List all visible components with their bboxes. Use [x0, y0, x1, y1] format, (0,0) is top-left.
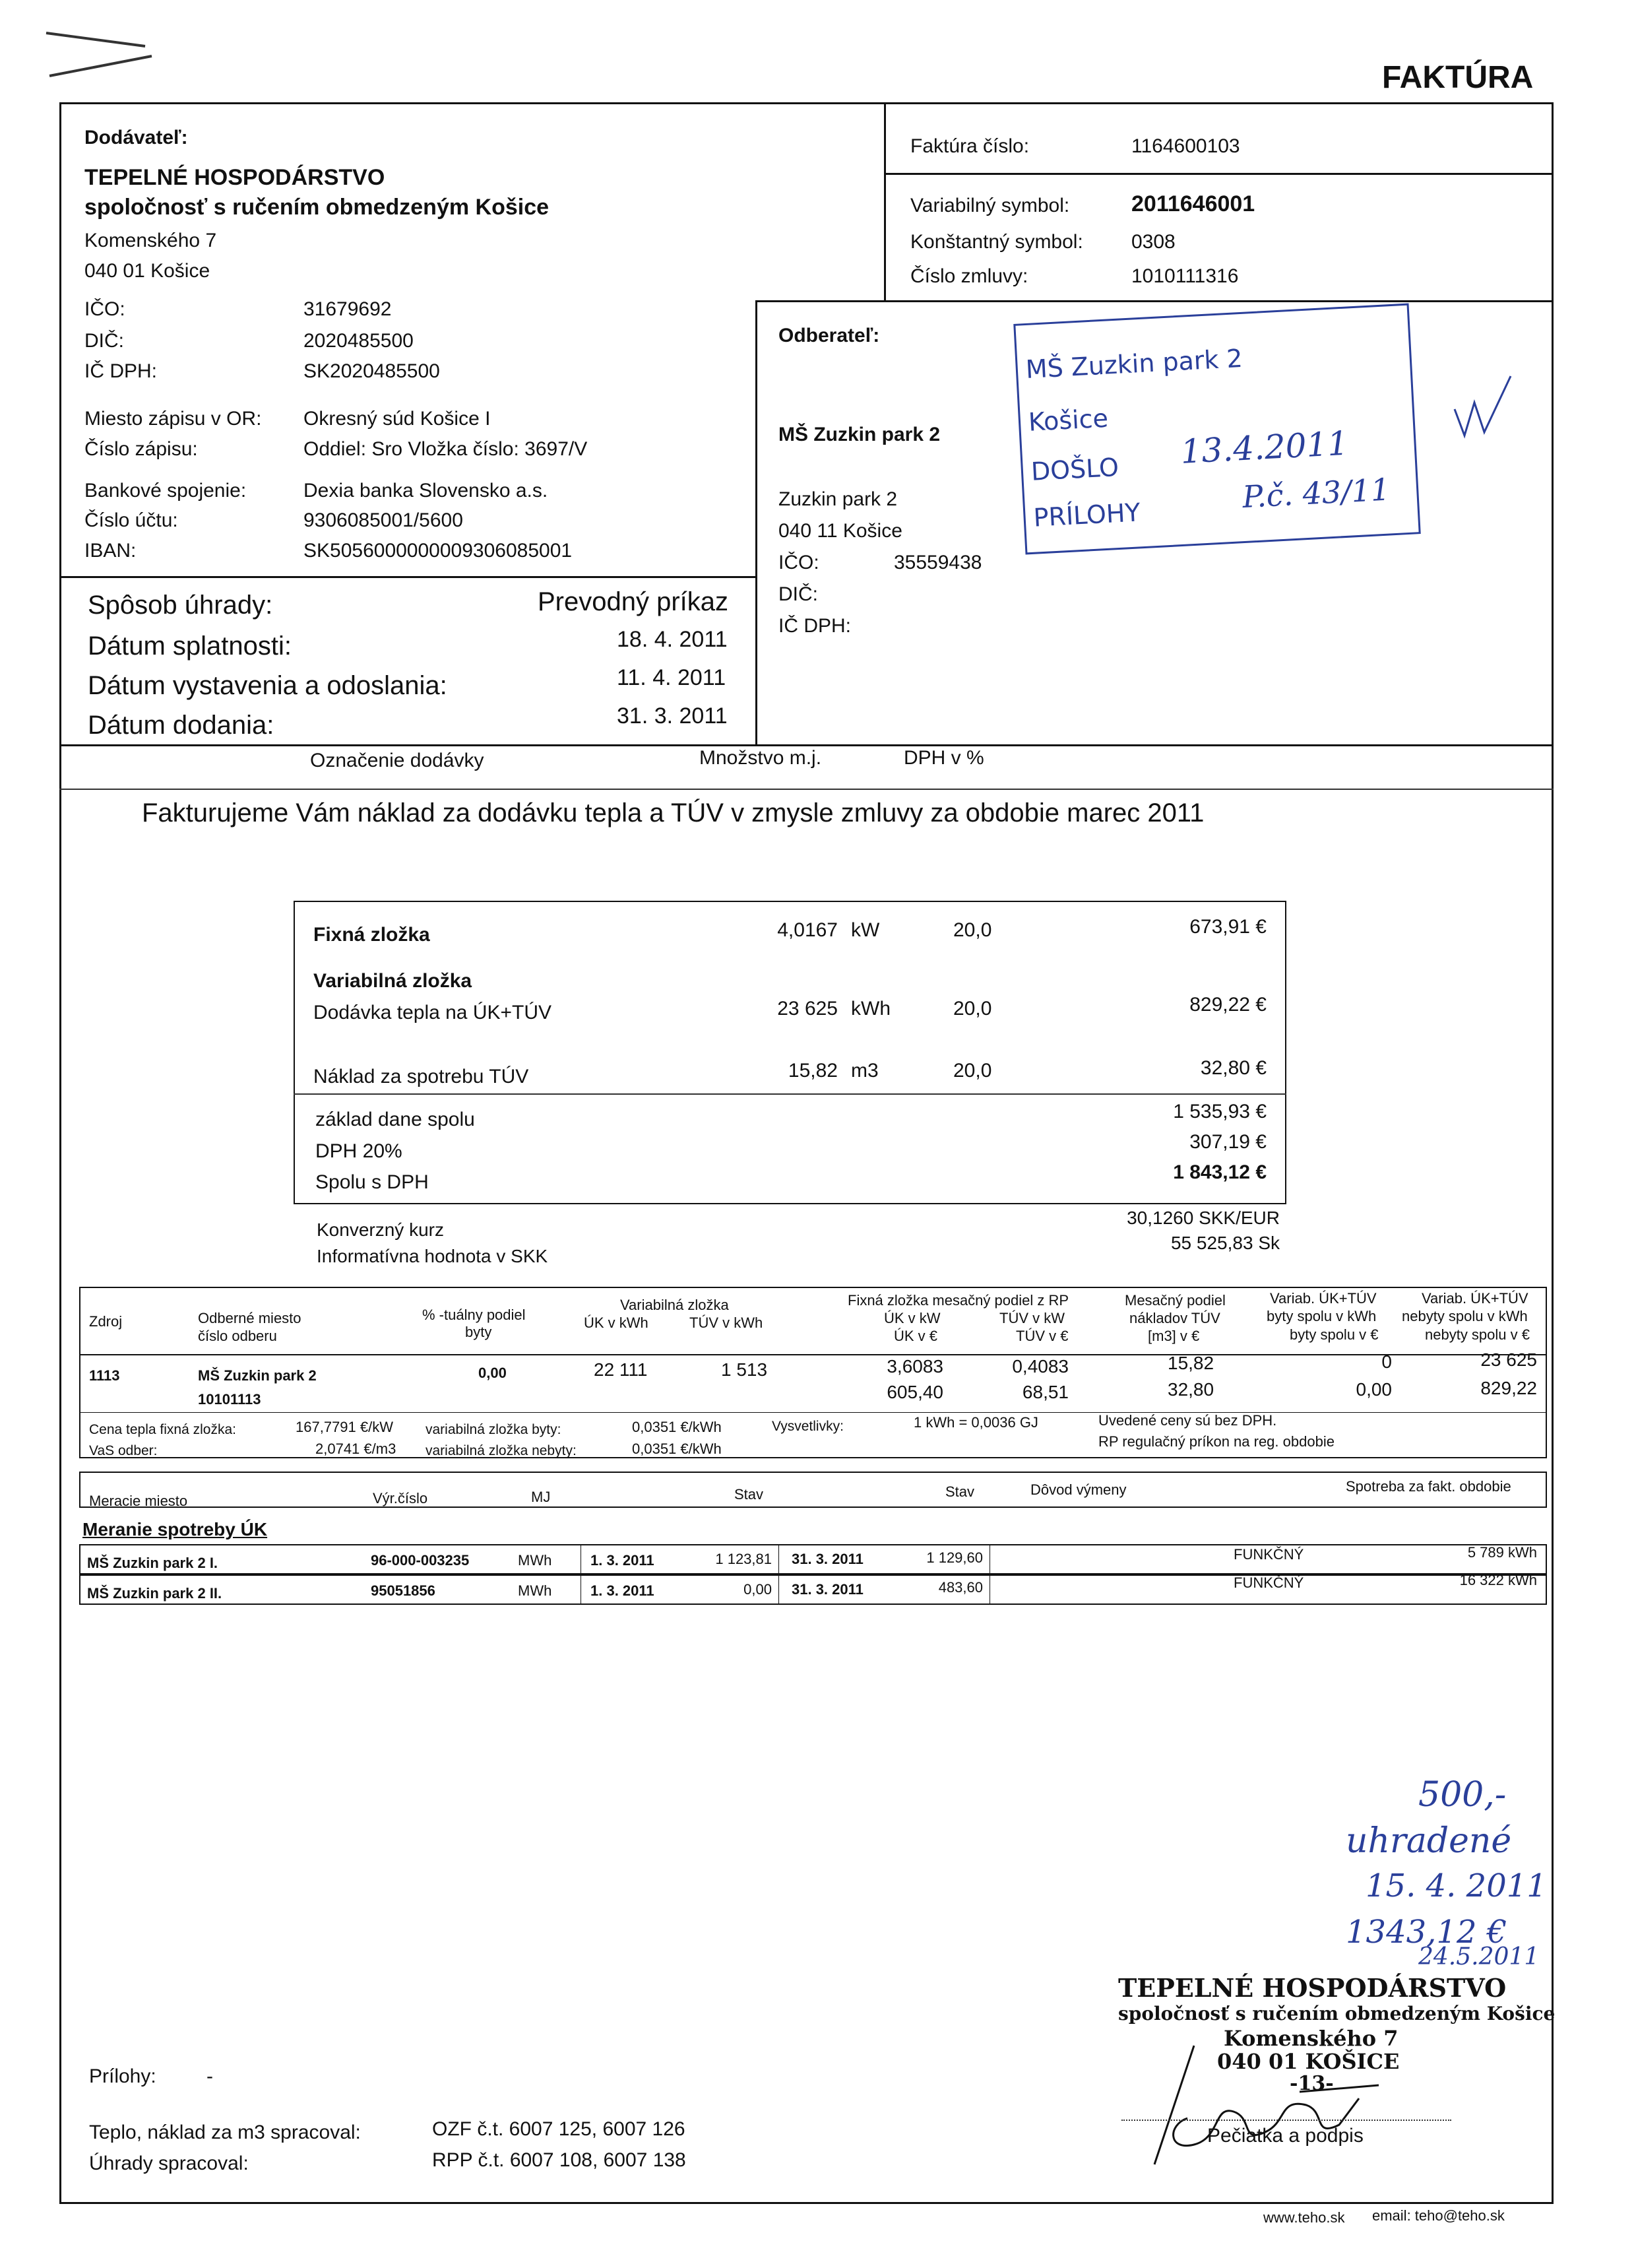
meters-section: Meranie spotreby ÚK [82, 1519, 268, 1539]
handwriting-4: 1343,12 € [1346, 1914, 1507, 1951]
meter-1-serial: 96-000-003235 [371, 1552, 470, 1569]
payment-method: Prevodný príkaz [538, 587, 729, 616]
skk: 55 525,83 Sk [1170, 1233, 1280, 1253]
col-vat: DPH v % [904, 747, 984, 769]
tick-mark [1448, 370, 1521, 449]
payment-method-label: Spôsob úhrady: [88, 591, 273, 620]
iban-label: IBAN: [84, 540, 137, 562]
detail-vn-kwh: 23 625 [1480, 1349, 1537, 1370]
price-fixed: 167,7791 €/kW [296, 1419, 393, 1435]
h-share-2: byty [465, 1324, 492, 1340]
meter-2-state-1: 0,00 [743, 1581, 772, 1598]
h-vb-2: byty spolu v kWh [1267, 1308, 1377, 1324]
detail-vn-eur: 829,22 [1480, 1378, 1537, 1398]
h-vn-1: Variab. ÚK+TÚV [1422, 1290, 1528, 1307]
var-symbol-label: Variabilný symbol: [910, 195, 1070, 216]
skk-label: Informatívna hodnota v SKK [317, 1246, 548, 1266]
h-var-uk: ÚK v kWh [584, 1314, 648, 1331]
detail-var-tuv: 1 513 [721, 1359, 768, 1380]
invoice-number-label: Faktúra číslo: [910, 135, 1030, 157]
heat-amount: 829,22 € [1189, 994, 1267, 1016]
const-symbol: 0308 [1131, 231, 1176, 253]
supplier-icdph-label: IČ DPH: [84, 360, 158, 382]
company-stamp-line-5: -13- [1290, 2072, 1334, 2095]
contract-label: Číslo zmluvy: [910, 265, 1028, 287]
handwriting-5: 24.5.2011 [1418, 1943, 1540, 1970]
price-vas-label: VaS odber: [89, 1443, 158, 1458]
price-note-1: Uvedené ceny sú bez DPH. [1098, 1412, 1277, 1429]
h-vn-3: nebyty spolu v € [1425, 1326, 1530, 1343]
vat-amount: 307,19 € [1189, 1131, 1267, 1153]
customer-street: Zuzkin park 2 [778, 488, 898, 510]
handwriting-1: 500,- [1418, 1775, 1507, 1815]
base-label: základ dane spolu [315, 1109, 475, 1130]
detail-fix-uk-eur: 605,40 [887, 1382, 943, 1402]
register-no-label: Číslo zápisu: [84, 438, 198, 460]
customer-ico-label: IČO: [778, 552, 819, 573]
m-h-serial: Výr.číslo [373, 1490, 428, 1507]
handwriting-3: 15. 4. 2011 [1366, 1867, 1547, 1904]
tuv-qty: 15,82 [788, 1060, 838, 1082]
stamp-line-3: DOŠLO [1030, 452, 1120, 486]
meter-1-place: MŠ Zuzkin park 2 I. [87, 1555, 218, 1571]
m-h-unit: MJ [531, 1489, 551, 1505]
supplier-dic: 2020485500 [303, 330, 414, 352]
price-var-flats-label: variabilná zložka byty: [425, 1422, 561, 1437]
h-vb-3: byty spolu v € [1290, 1326, 1379, 1343]
h-point-1: Odberné miesto [198, 1310, 301, 1326]
price-var-nonflats: 0,0351 €/kWh [632, 1441, 722, 1457]
h-var: Variabilná zložka [620, 1297, 729, 1313]
m-h-reason: Dôvod výmeny [1030, 1481, 1127, 1498]
customer-city: 040 11 Košice [778, 520, 902, 542]
h-month-3: [m3] v € [1148, 1328, 1200, 1344]
meter-1-consumption: 5 789 kWh [1467, 1544, 1537, 1561]
detail-share: 0,00 [478, 1365, 507, 1381]
m-h-consumption: Spotreba za fakt. obdobie [1346, 1478, 1511, 1495]
meter-2-unit: MWh [518, 1582, 552, 1599]
meter-2-consumption: 16 322 kWh [1459, 1572, 1537, 1588]
price-fixed-label: Cena tepla fixná zložka: [89, 1422, 236, 1437]
rate: 30,1260 SKK/EUR [1127, 1208, 1280, 1228]
h-var-tuv: TÚV v kWh [689, 1314, 763, 1331]
detail-point-no: 10101113 [198, 1391, 261, 1408]
h-fix-tuv-2: TÚV v € [1016, 1328, 1069, 1344]
invoice-number: 1164600103 [1131, 135, 1240, 157]
supplier-icdph: SK2020485500 [303, 360, 440, 382]
processed-2: RPP č.t. 6007 108, 6007 138 [432, 2149, 686, 2171]
intro-text: Fakturujeme Vám náklad za dodávku tepla a TÚV v zmysle zmluvy za obdobie marec 2011 [142, 798, 1205, 827]
h-month-1: Mesačný podiel [1125, 1292, 1226, 1309]
issue-date-label: Dátum vystavenia a odoslania: [88, 671, 447, 700]
page-title: FAKTÚRA [1382, 60, 1534, 95]
delivery-date-label: Dátum dodania: [88, 711, 274, 740]
m-h-state-1: Stav [734, 1486, 764, 1503]
price-var-flats: 0,0351 €/kWh [632, 1419, 722, 1435]
processed-1-label: Teplo, náklad za m3 spracoval: [89, 2122, 361, 2143]
processed-2-label: Úhrady spracoval: [89, 2153, 249, 2174]
h-fix-uk-1: ÚK v kW [884, 1310, 941, 1326]
issue-date: 11. 4. 2011 [617, 665, 726, 690]
contract: 1010111316 [1131, 265, 1239, 287]
account-label: Číslo účtu: [84, 509, 178, 531]
tuv-amount: 32,80 € [1200, 1057, 1267, 1079]
due-date: 18. 4. 2011 [617, 627, 728, 652]
processed-1: OZF č.t. 6007 125, 6007 126 [432, 2118, 685, 2140]
supplier-name: TEPELNÉ HOSPODÁRSTVO [84, 165, 385, 190]
received-stamp [1013, 304, 1420, 555]
m-h-state-2: Stav [945, 1483, 975, 1500]
tuv-vat: 20,0 [953, 1060, 992, 1082]
col-qty: Množstvo m.j. [699, 747, 822, 769]
h-month-2: nákladov TÚV [1129, 1310, 1220, 1326]
total-amount: 1 843,12 € [1173, 1161, 1267, 1183]
meter-2-place: MŠ Zuzkin park 2 II. [87, 1585, 222, 1602]
customer-icdph-label: IČ DPH: [778, 615, 852, 637]
attachments: - [206, 2065, 213, 2087]
expl-label: Vysvetlivky: [772, 1419, 844, 1434]
company-stamp-line-1: TEPELNÉ HOSPODÁRSTVO [1118, 1973, 1507, 2003]
fixed-label: Fixná zložka [313, 924, 430, 946]
meter-1-date-2: 31. 3. 2011 [792, 1551, 864, 1567]
footer-web-link[interactable]: www.teho.sk [1263, 2209, 1345, 2226]
register-place-label: Miesto zápisu v OR: [84, 408, 262, 430]
supplier-ico-label: IČO: [84, 298, 125, 320]
meters-header-box [79, 1472, 1547, 1508]
fixed-vat: 20,0 [953, 919, 992, 941]
detail-var-uk: 22 111 [594, 1359, 648, 1380]
register-no: Oddiel: Sro Vložka číslo: 3697/V [303, 438, 588, 460]
meter-1-date-1: 1. 3. 2011 [590, 1552, 654, 1569]
detail-point: MŠ Zuzkin park 2 [198, 1367, 317, 1384]
customer-dic-label: DIČ: [778, 583, 818, 605]
col-delivery: Označenie dodávky [310, 750, 484, 771]
price-note-2: RP regulačný príkon na reg. obdobie [1098, 1433, 1335, 1450]
scan-mark [40, 20, 158, 79]
fixed-amount: 673,91 € [1189, 916, 1267, 938]
supplier-ico: 31679692 [303, 298, 392, 320]
customer-name: MŠ Zuzkin park 2 [778, 424, 941, 445]
detail-month-m3: 15,82 [1168, 1353, 1214, 1373]
due-date-label: Dátum splatnosti: [88, 632, 292, 661]
h-vb-1: Variab. ÚK+TÚV [1270, 1290, 1377, 1307]
customer-label: Odberateľ: [778, 325, 880, 346]
sign-label: Pečiatka a podpis [1207, 2125, 1364, 2147]
stamp-line-1: MŠ Zuzkin park 2 [1024, 343, 1243, 385]
meter-1-state-1: 1 123,81 [715, 1551, 772, 1567]
fixed-unit: kW [851, 919, 880, 941]
detail-vb-eur: 0,00 [1356, 1379, 1392, 1400]
heat-vat: 20,0 [953, 998, 992, 1020]
supplier-dic-label: DIČ: [84, 330, 124, 352]
iban: SK5056000000009306085001 [303, 540, 573, 562]
supplier-name-2: spoločnosť s ručením obmedzeným Košice [84, 195, 550, 220]
total-label: Spolu s DPH [315, 1171, 429, 1193]
footer-email-link[interactable]: email: teho@teho.sk [1372, 2207, 1505, 2224]
base-amount: 1 535,93 € [1173, 1101, 1267, 1122]
const-symbol-label: Konštantný symbol: [910, 231, 1083, 253]
customer-ico: 35559438 [894, 552, 982, 573]
detail-fix-tuv-eur: 68,51 [1022, 1382, 1069, 1402]
attachments-label: Prílohy: [89, 2065, 156, 2087]
stamp-line-4: PRÍLOHY [1032, 498, 1141, 533]
m-h-place: Meracie miesto [89, 1493, 188, 1509]
h-fix-uk-2: ÚK v € [894, 1328, 938, 1344]
price-vas: 2,0741 €/m3 [315, 1441, 396, 1457]
detail-fix-uk-kw: 3,6083 [887, 1356, 943, 1377]
bank: Dexia banka Slovensko a.s. [303, 480, 548, 502]
meter-1-state-2: 1 129,60 [926, 1549, 983, 1566]
h-fix: Fixná zložka mesačný podiel z RP [848, 1292, 1069, 1309]
register-place: Okresný súd Košice I [303, 408, 491, 430]
delivery-date: 31. 3. 2011 [617, 703, 728, 729]
company-stamp-line-3: Komenského 7 [1224, 2026, 1399, 2051]
detail-fix-tuv-kw: 0,4083 [1012, 1356, 1069, 1377]
h-share-1: % -tuálny podiel [422, 1307, 526, 1323]
fixed-qty: 4,0167 [777, 919, 838, 941]
h-source: Zdroj [89, 1313, 123, 1330]
rate-label: Konverzný kurz [317, 1219, 444, 1240]
variable-label: Variabilná zložka [313, 970, 472, 992]
tuv-unit: m3 [851, 1060, 879, 1082]
bank-label: Bankové spojenie: [84, 480, 247, 502]
supplier-city: 040 01 Košice [84, 260, 210, 282]
var-symbol: 2011646001 [1131, 191, 1255, 216]
h-point-2: číslo odberu [198, 1328, 277, 1344]
meter-2-state-2: 483,60 [938, 1579, 983, 1596]
meter-2-serial: 95051856 [371, 1582, 435, 1599]
stamp-line-2: Košice [1027, 403, 1109, 437]
meter-2-date-2: 31. 3. 2011 [792, 1581, 864, 1598]
handwriting-2: uhradené [1346, 1821, 1512, 1861]
supplier-label: Dodávateľ: [84, 127, 188, 148]
detail-month-eur: 32,80 [1168, 1379, 1214, 1400]
meter-1-unit: MWh [518, 1552, 552, 1569]
stamp-date: 13.4.2011 [1180, 424, 1350, 471]
vat-label: DPH 20% [315, 1140, 402, 1162]
detail-vb-kwh: 0 [1381, 1351, 1392, 1372]
meter-2-status: FUNKČNÝ [1234, 1574, 1304, 1591]
h-fix-tuv-1: TÚV v kW [999, 1310, 1065, 1326]
company-stamp-line-2: spoločnosť s ručením obmedzeným Košice [1118, 2003, 1556, 2025]
account: 9306085001/5600 [303, 509, 463, 531]
meter-1-status: FUNKČNÝ [1234, 1546, 1304, 1563]
supplier-street: Komenského 7 [84, 230, 217, 251]
heat-qty: 23 625 [777, 998, 838, 1020]
signature [1141, 2039, 1418, 2171]
detail-source: 1113 [89, 1367, 120, 1384]
heat-label: Dodávka tepla na ÚK+TÚV [313, 1002, 552, 1023]
h-vn-2: nebyty spolu v kWh [1402, 1308, 1528, 1324]
price-var-nonflats-label: variabilná zložka nebyty: [425, 1443, 577, 1458]
stamp-pc: P.č. 43/11 [1242, 471, 1391, 515]
items-box [294, 901, 1286, 1204]
expl: 1 kWh = 0,0036 GJ [914, 1414, 1038, 1431]
tuv-label: Náklad za spotrebu TÚV [313, 1066, 529, 1087]
company-stamp-line-4: 040 01 KOŠICE [1217, 2049, 1400, 2074]
meter-2-date-1: 1. 3. 2011 [590, 1582, 654, 1599]
heat-unit: kWh [851, 998, 891, 1020]
